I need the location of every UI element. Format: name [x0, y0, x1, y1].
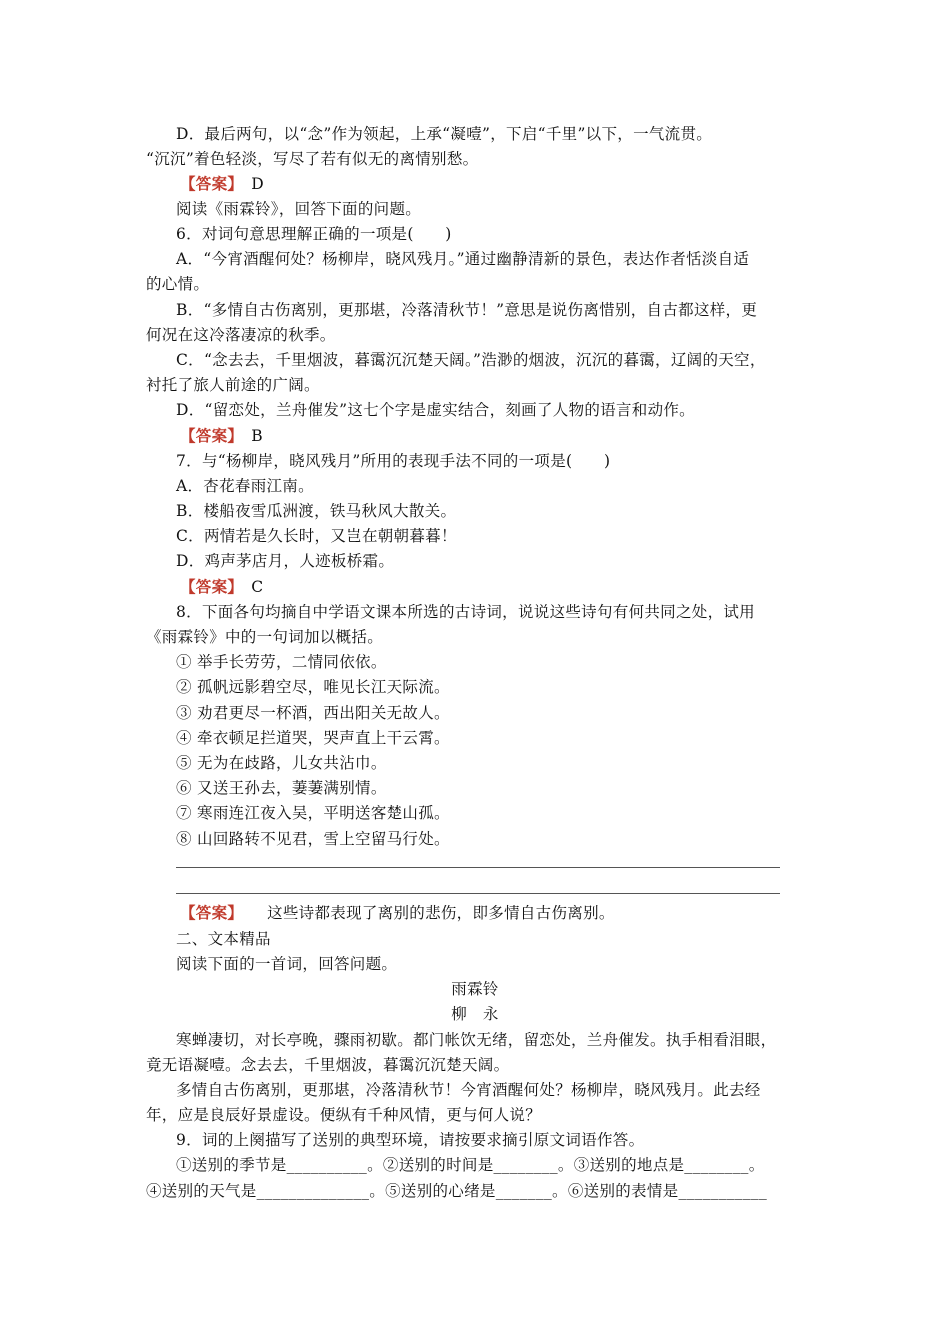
answer-tag: 【答案】	[180, 426, 236, 445]
q7-option-c: C．两情若是久长时，又岂在朝朝暮暮！	[176, 527, 457, 545]
question-8-line-2: 《雨霖铃》中的一句词加以概括。	[146, 628, 384, 646]
poem-body-line-4: 年，应是良辰好景虚设。便纵有千种风情，更与何人说？	[146, 1106, 542, 1124]
answer-text: B	[251, 427, 263, 445]
poem-line-2: ② 孤帆远影碧空尽，唯见长江天际流。	[176, 678, 450, 696]
poem-title: 雨霖铃	[451, 980, 499, 998]
option-d-line-1: D．最后两句，以“念”作为领起，上承“凝噎”，下启“千里”以下，一气流贯。	[176, 125, 713, 143]
poem-line-7: ⑦ 寒雨连江夜入吴，平明送客楚山孤。	[176, 804, 450, 822]
q6-option-b-line-2: 何况在这冷落凄凉的秋季。	[146, 326, 336, 344]
question-6: 6．对词句意思理解正确的一项是( )	[176, 225, 452, 243]
poem-line-1: ① 举手长劳劳，二情同依依。	[176, 653, 387, 671]
answer-line	[180, 174, 264, 194]
q7-option-a: A．杏花春雨江南。	[176, 477, 314, 495]
reading-instruction: 阅读《雨霖铃》，回答下面的问题。	[176, 200, 422, 218]
reading-instruction: 阅读下面的一首词，回答问题。	[176, 955, 398, 973]
option-d-line-2: “沉沉”着色轻淡，写尽了若有似无的离情别愁。	[146, 150, 479, 168]
poem-line-4: ④ 牵衣顿足拦道哭，哭声直上干云霄。	[176, 729, 450, 747]
answer-line	[180, 426, 263, 446]
poem-line-8: ⑧ 山回路转不见君，雪上空留马行处。	[176, 830, 450, 848]
answer-blank-line	[176, 893, 780, 894]
section-heading: 二、文本精品	[176, 930, 271, 948]
poem-line-6: ⑥ 又送王孙去，萋萋满别情。	[176, 779, 387, 797]
answer-tag: 【答案】	[180, 174, 236, 193]
poem-line-5: ⑤ 无为在歧路，儿女共沾巾。	[176, 754, 387, 772]
poem-body-line-2: 竟无语凝噎。念去去，千里烟波，暮霭沉沉楚天阔。	[146, 1056, 510, 1074]
poem-body-line-3: 多情自古伤离别，更那堪，冷落清秋节！今宵酒醒何处？杨柳岸，晓风残月。此去经	[176, 1081, 761, 1099]
answer-text: C	[251, 578, 264, 596]
q6-option-a-line-2: 的心情。	[146, 275, 210, 293]
answer-tag: 【答案】	[180, 903, 236, 922]
poem-author: 柳 永	[451, 1005, 499, 1023]
q6-option-d: D．“留恋处，兰舟催发”这七个字是虚实结合，刻画了人物的语言和动作。	[176, 401, 695, 419]
question-9-blanks-line-1: ①送别的季节是__________。②送别的时间是________。③送别的地点是________。	[176, 1156, 765, 1174]
answer-text: D	[251, 175, 264, 193]
q6-option-a-line-1: A．“今宵酒醒何处？杨柳岸，晓风残月。”通过幽静清新的景色，表达作者恬淡自适	[176, 250, 750, 268]
q7-option-b: B．楼船夜雪瓜洲渡，铁马秋风大散关。	[176, 502, 457, 520]
answer-tag: 【答案】	[180, 577, 236, 596]
question-9: 9．词的上阕描写了送别的典型环境，请按要求摘引原文词语作答。	[176, 1131, 645, 1149]
answer-line	[180, 903, 615, 923]
question-7: 7．与“杨柳岸，晓风残月”所用的表现手法不同的一项是( )	[176, 452, 611, 470]
answer-text: 这些诗都表现了离别的悲伤，即多情自古伤离别。	[267, 904, 615, 922]
question-8-line-1: 8．下面各句均摘自中学语文课本所选的古诗词，说说这些诗句有何共同之处，试用	[176, 603, 755, 621]
answer-blank-line	[176, 867, 780, 868]
poem-line-3: ③ 劝君更尽一杯酒，西出阳关无故人。	[176, 704, 450, 722]
answer-line	[180, 577, 263, 597]
q7-option-d: D．鸡声茅店月，人迹板桥霜。	[176, 552, 395, 570]
poem-body-line-1: 寒蝉凄切，对长亭晚，骤雨初歇。都门帐饮无绪，留恋处，兰舟催发。执手相看泪眼，	[176, 1031, 777, 1049]
q6-option-c-line-1: C．“念去去，千里烟波，暮霭沉沉楚天阔。”浩渺的烟波，沉沉的暮霭，辽阔的天空，	[176, 351, 766, 369]
question-9-blanks-line-2: ④送别的天气是______________。⑤送别的心绪是_______。⑥送别的表情是___________	[146, 1182, 768, 1200]
q6-option-c-line-2: 衬托了旅人前途的广阔。	[146, 376, 320, 394]
q6-option-b-line-1: B．“多情自古伤离别，更那堪，冷落清秋节！”意思是说伤离惜别，自古都这样，更	[176, 301, 758, 319]
